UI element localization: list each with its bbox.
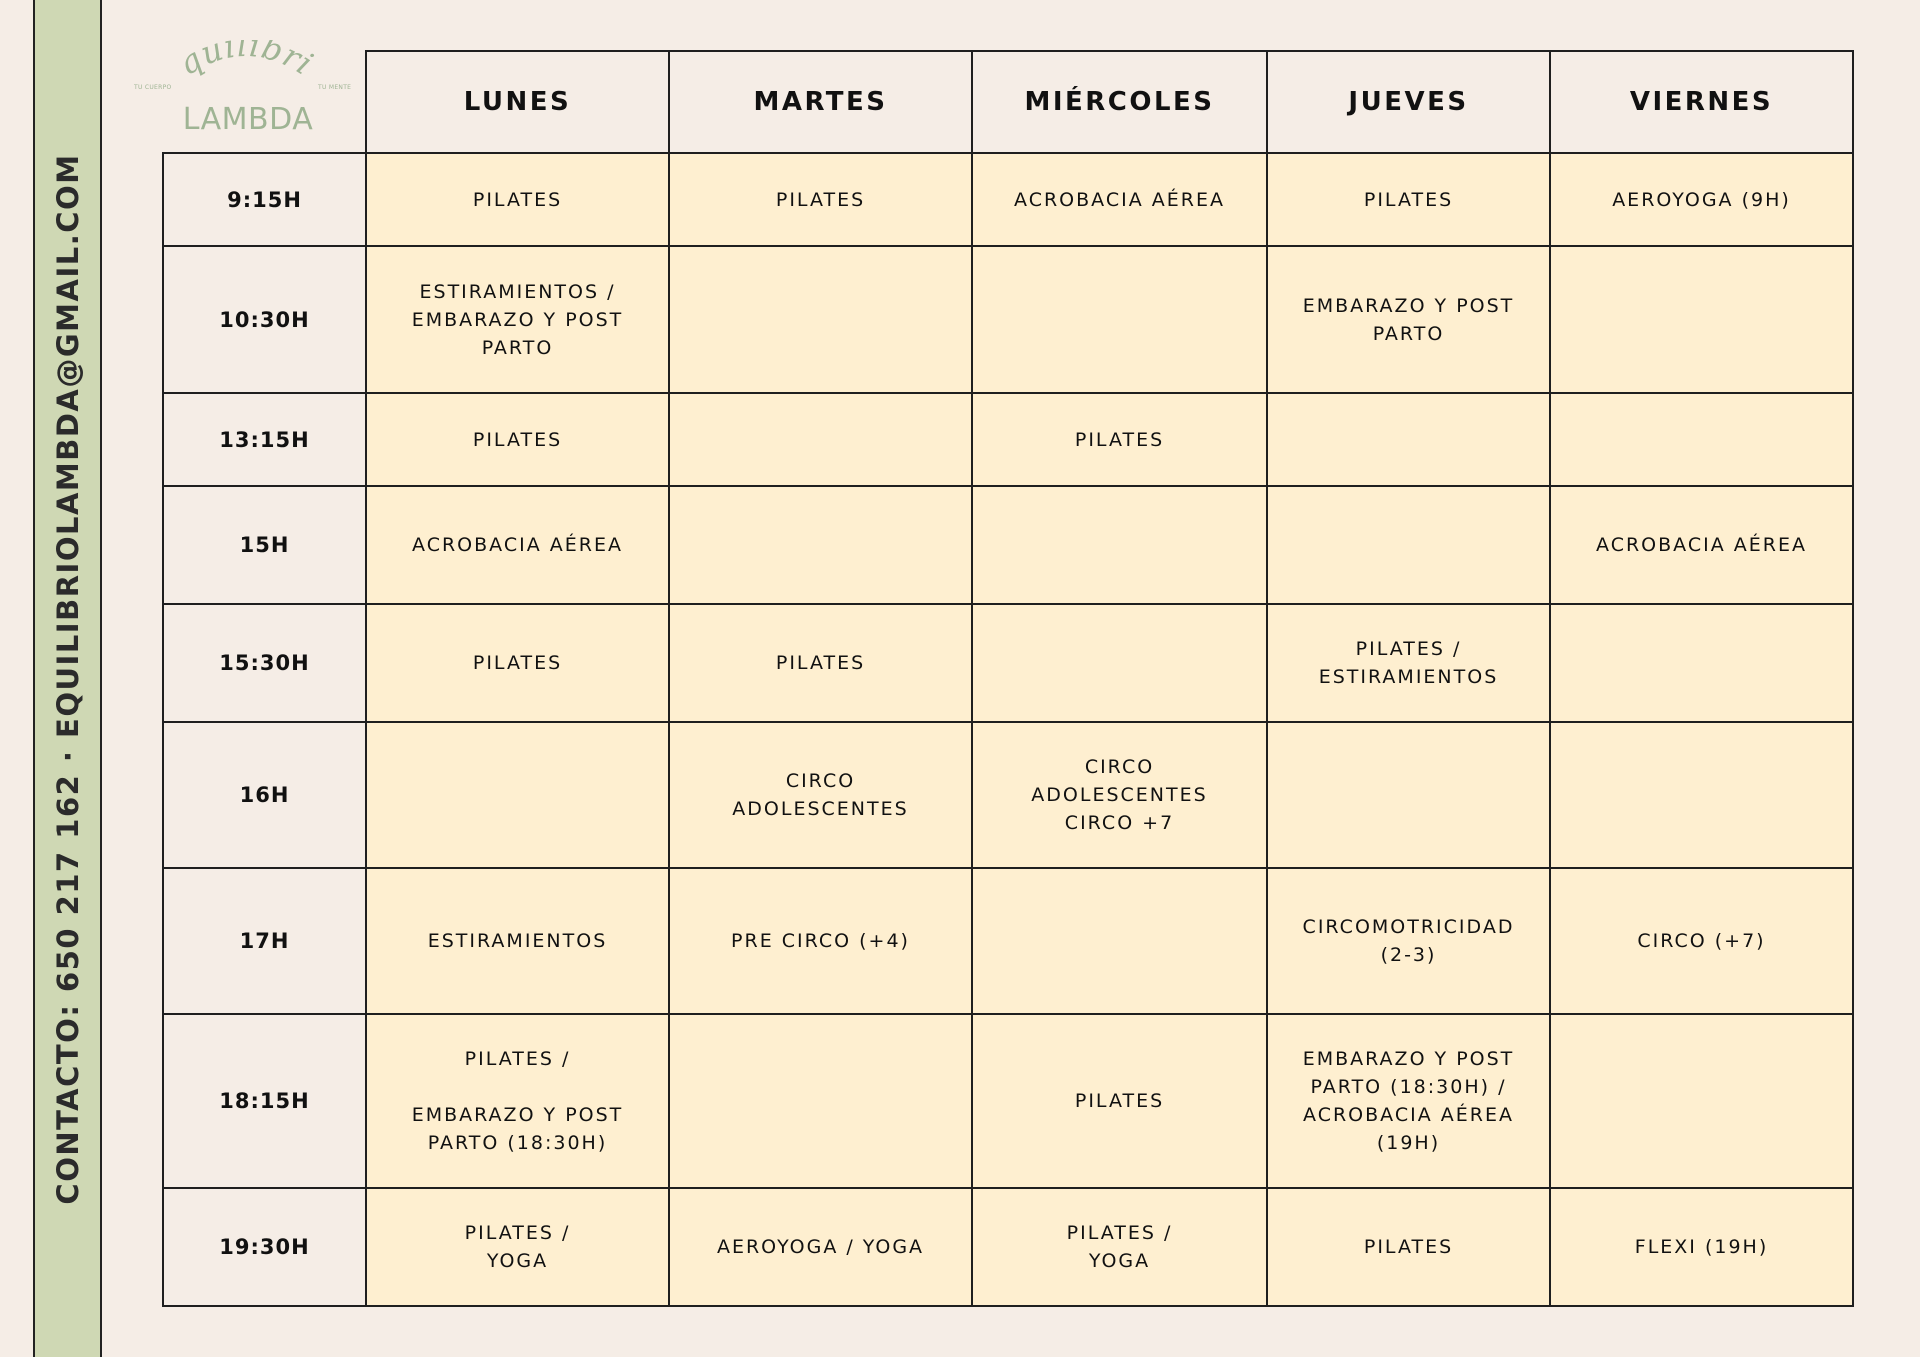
- day-header: JUEVES: [1267, 51, 1550, 153]
- class-cell: [669, 393, 972, 486]
- time-cell: 10:30H: [163, 246, 366, 393]
- logo-script: quilibri: [171, 40, 321, 83]
- class-cell: PILATES / YOGA: [366, 1188, 669, 1306]
- class-cell: [1550, 722, 1853, 868]
- class-cell: [972, 604, 1267, 722]
- class-cell: ESTIRAMIENTOS / EMBARAZO Y POST PARTO: [366, 246, 669, 393]
- class-cell: CIRCO ADOLESCENTES CIRCO +7: [972, 722, 1267, 868]
- class-cell: PILATES: [972, 1014, 1267, 1188]
- class-cell: [669, 486, 972, 604]
- time-row: [163, 246, 1853, 393]
- class-cell: ESTIRAMIENTOS: [366, 868, 669, 1014]
- time-row: [163, 393, 1853, 486]
- time-cell: 17H: [163, 868, 366, 1014]
- class-cell: [1550, 246, 1853, 393]
- class-cell: FLEXI (19H): [1550, 1188, 1853, 1306]
- day-header: LUNES: [366, 51, 669, 153]
- class-cell: PILATES: [669, 153, 972, 246]
- class-cell: PILATES / EMBARAZO Y POST PARTO (18:30H): [366, 1014, 669, 1188]
- class-cell: [1267, 722, 1550, 868]
- class-cell: CIRCO (+7): [1550, 868, 1853, 1014]
- class-cell: ACROBACIA AÉREA: [366, 486, 669, 604]
- logo-tag-right: TU MENTE: [318, 84, 352, 91]
- logo-tag-left: TU CUERPO: [134, 84, 172, 91]
- contact-text: CONTACTO: 650 217 162 · EQUILIBRIOLAMBDA@GMAIL.COM: [50, 152, 85, 1205]
- header-row: [163, 51, 1853, 153]
- class-cell: PILATES: [1267, 1188, 1550, 1306]
- time-cell: 18:15H: [163, 1014, 366, 1188]
- class-cell: [669, 1014, 972, 1188]
- class-cell: [1550, 604, 1853, 722]
- time-row: [163, 604, 1853, 722]
- time-cell: 13:15H: [163, 393, 366, 486]
- class-cell: [366, 722, 669, 868]
- header-corner: [163, 51, 366, 153]
- class-cell: PILATES: [366, 393, 669, 486]
- time-row: [163, 1188, 1853, 1306]
- class-cell: EMBARAZO Y POST PARTO (18:30H) / ACROBACIA AÉREA (19H): [1267, 1014, 1550, 1188]
- time-row: [163, 1014, 1853, 1188]
- time-cell: 15H: [163, 486, 366, 604]
- class-cell: PILATES / ESTIRAMIENTOS: [1267, 604, 1550, 722]
- time-row: [163, 153, 1853, 246]
- class-cell: [1550, 393, 1853, 486]
- day-header: VIERNES: [1550, 51, 1853, 153]
- class-cell: [972, 868, 1267, 1014]
- class-cell: [669, 246, 972, 393]
- time-row: [163, 486, 1853, 604]
- time-cell: 9:15H: [163, 153, 366, 246]
- time-cell: 16H: [163, 722, 366, 868]
- schedule-table: [162, 50, 1854, 1307]
- class-cell: CIRCO ADOLESCENTES: [669, 722, 972, 868]
- class-cell: PILATES: [366, 604, 669, 722]
- time-cell: 19:30H: [163, 1188, 366, 1306]
- class-cell: PILATES: [972, 393, 1267, 486]
- class-cell: AEROYOGA / YOGA: [669, 1188, 972, 1306]
- logo-brand: LAMBDA: [182, 102, 314, 137]
- class-cell: ACROBACIA AÉREA: [1550, 486, 1853, 604]
- time-row: [163, 868, 1853, 1014]
- class-cell: EMBARAZO Y POST PARTO: [1267, 246, 1550, 393]
- class-cell: [972, 246, 1267, 393]
- class-cell: PILATES: [1267, 153, 1550, 246]
- class-cell: PILATES: [366, 153, 669, 246]
- time-cell: 15:30H: [163, 604, 366, 722]
- class-cell: [972, 486, 1267, 604]
- class-cell: ACROBACIA AÉREA: [972, 153, 1267, 246]
- class-cell: CIRCOMOTRICIDAD (2-3): [1267, 868, 1550, 1014]
- class-cell: [1550, 1014, 1853, 1188]
- contact-sidebar: [33, 0, 102, 1357]
- class-cell: PILATES: [669, 604, 972, 722]
- class-cell: PILATES / YOGA: [972, 1188, 1267, 1306]
- class-cell: [1267, 486, 1550, 604]
- class-cell: AEROYOGA (9H): [1550, 153, 1853, 246]
- class-cell: [1267, 393, 1550, 486]
- day-header: MARTES: [669, 51, 972, 153]
- class-cell: PRE CIRCO (+4): [669, 868, 972, 1014]
- time-row: [163, 722, 1853, 868]
- day-header: MIÉRCOLES: [972, 51, 1267, 153]
